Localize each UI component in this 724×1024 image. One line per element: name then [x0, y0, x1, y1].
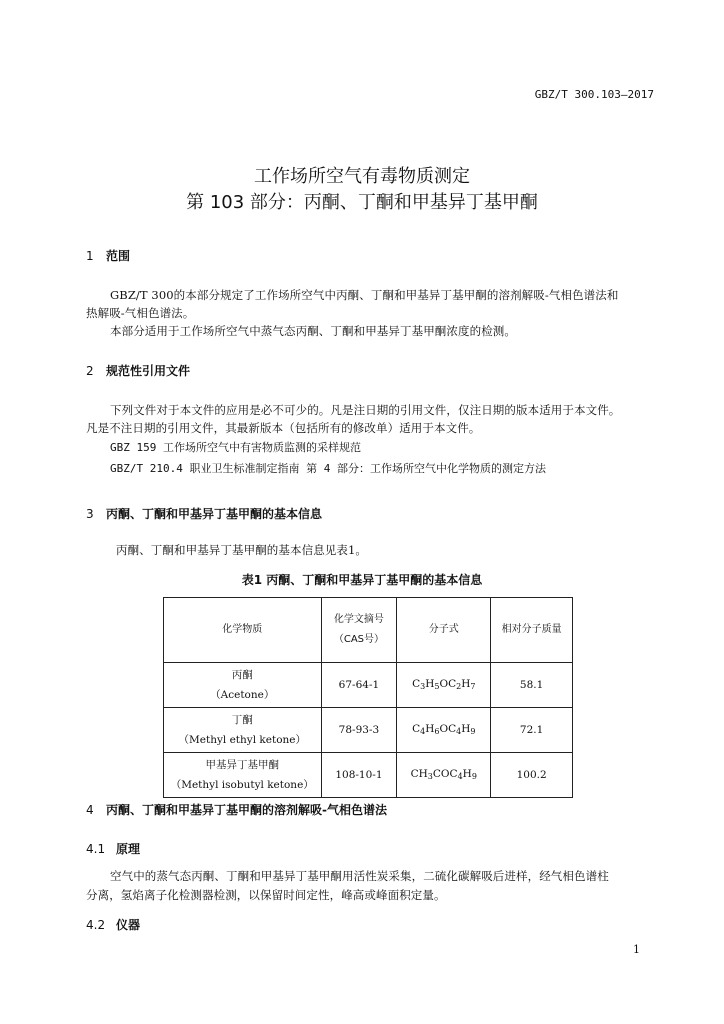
- section-1-paragraph-2: 本部分适用于工作场所空气中蒸气态丙酮、丁酮和甲基异丁基甲酮浓度的检测。: [110, 324, 516, 338]
- section-4-heading: [86, 801, 387, 818]
- section-title: 丙酮、丁酮和甲基异丁基甲酮的溶剂解吸-气相色谱法: [106, 803, 387, 817]
- header-cas-line1: 化学文摘号: [333, 614, 384, 625]
- formula-cell: $CH_3COC_4H_9$: [397, 753, 491, 798]
- section-2-paragraph-1b: 凡是不注日期的引用文件，其最新版本（包括所有的修改单）适用于本文件。: [86, 421, 481, 435]
- section-number: 4.2: [86, 918, 106, 932]
- chemical-name-cell: [164, 753, 322, 798]
- table-header-row: [164, 598, 573, 663]
- cas-cell: 67-64-1: [321, 663, 397, 708]
- section-number: 4.1: [86, 842, 106, 856]
- section-title: 仪器: [116, 918, 141, 932]
- reference-gbzt-210-4: GBZ/T 210.4 职业卫生标准制定指南 第 4 部分：工作场所空气中化学物质的测定方法: [110, 462, 546, 475]
- cas-cell: 108-10-1: [321, 753, 397, 798]
- cas-cell: 78-93-3: [321, 708, 397, 753]
- basic-info-table: [163, 597, 573, 798]
- header-chemical: 化学物质: [164, 598, 322, 663]
- formula-cell: $C_3H_5OC_2H_7$: [397, 663, 491, 708]
- reference-gbz-159: GBZ 159 工作场所空气中有害物质监测的采样规范: [110, 441, 361, 454]
- chemical-name-en: （Methyl isobutyl ketone）: [170, 779, 314, 791]
- header-molecular-weight: 相对分子质量: [491, 598, 573, 663]
- document-title-line1: 工作场所空气有毒物质测定: [254, 166, 470, 187]
- section-title: 规范性引用文件: [106, 364, 191, 378]
- chemical-name-en: （Methyl ethyl ketone）: [178, 734, 307, 746]
- formula-cell: $C_4H_6OC_4H_9$: [397, 708, 491, 753]
- section-number: 4: [86, 803, 94, 817]
- section-title: 丙酮、丁酮和甲基异丁基甲酮的基本信息: [106, 507, 323, 521]
- document-title-line2: 第 103 部分：丙酮、丁酮和甲基异丁基甲酮: [186, 192, 538, 213]
- chemical-name-cell: [164, 708, 322, 753]
- section-4-1-heading: [86, 840, 140, 857]
- section-3-paragraph-1: 丙酮、丁酮和甲基异丁基甲酮的基本信息见表1。: [116, 543, 368, 557]
- molecular-weight-cell: 72.1: [491, 708, 573, 753]
- section-3-heading: [86, 505, 322, 522]
- standard-number: GBZ/T 300.103—2017: [534, 88, 654, 101]
- chemical-name-cn: 丙酮: [231, 669, 253, 681]
- section-1-heading: [86, 247, 130, 264]
- table-caption: 表1 丙酮、丁酮和甲基异丁基甲酮的基本信息: [241, 573, 483, 587]
- section-number: 3: [86, 507, 94, 521]
- molecular-weight-cell: 58.1: [491, 663, 573, 708]
- chemical-name-cell: [164, 663, 322, 708]
- section-4-2-heading: [86, 916, 140, 933]
- section-4-1-paragraph-1b: 分离，氢焰离子化检测器检测，以保留时间定性，峰高或峰面积定量。: [86, 888, 446, 902]
- section-2-paragraph-1a: 下列文件对于本文件的应用是必不可少的。凡是注日期的引用文件，仅注日期的版本适用于本文件。: [110, 403, 621, 417]
- section-4-1-paragraph-1a: 空气中的蒸气态丙酮、丁酮和甲基异丁基甲酮用活性炭采集，二硫化碳解吸后进样，经气相色谱柱: [110, 869, 609, 883]
- page-number: 1: [633, 943, 640, 956]
- header-cas: [321, 598, 397, 663]
- section-number: 2: [86, 364, 94, 378]
- molecular-weight-cell: 100.2: [491, 753, 573, 798]
- section-title: 原理: [116, 842, 141, 856]
- chemical-name-en: （Acetone）: [210, 689, 275, 701]
- chemical-name-cn: 甲基异丁基甲酮: [205, 759, 280, 771]
- section-1-paragraph-1a: GBZ/T 300的本部分规定了工作场所空气中丙酮、丁酮和甲基异丁基甲酮的溶剂解吸-气相色谱法和: [110, 288, 619, 302]
- table-row: [164, 753, 573, 798]
- table-row: [164, 708, 573, 753]
- section-number: 1: [86, 249, 94, 263]
- chemical-name-cn: 丁酮: [231, 714, 253, 726]
- section-title: 范围: [106, 249, 131, 263]
- header-cas-line2: （CAS号）: [333, 634, 385, 645]
- section-1-paragraph-1b: 热解吸-气相色谱法。: [86, 306, 195, 320]
- section-2-heading: [86, 362, 190, 379]
- header-formula: 分子式: [397, 598, 491, 663]
- table-row: [164, 663, 573, 708]
